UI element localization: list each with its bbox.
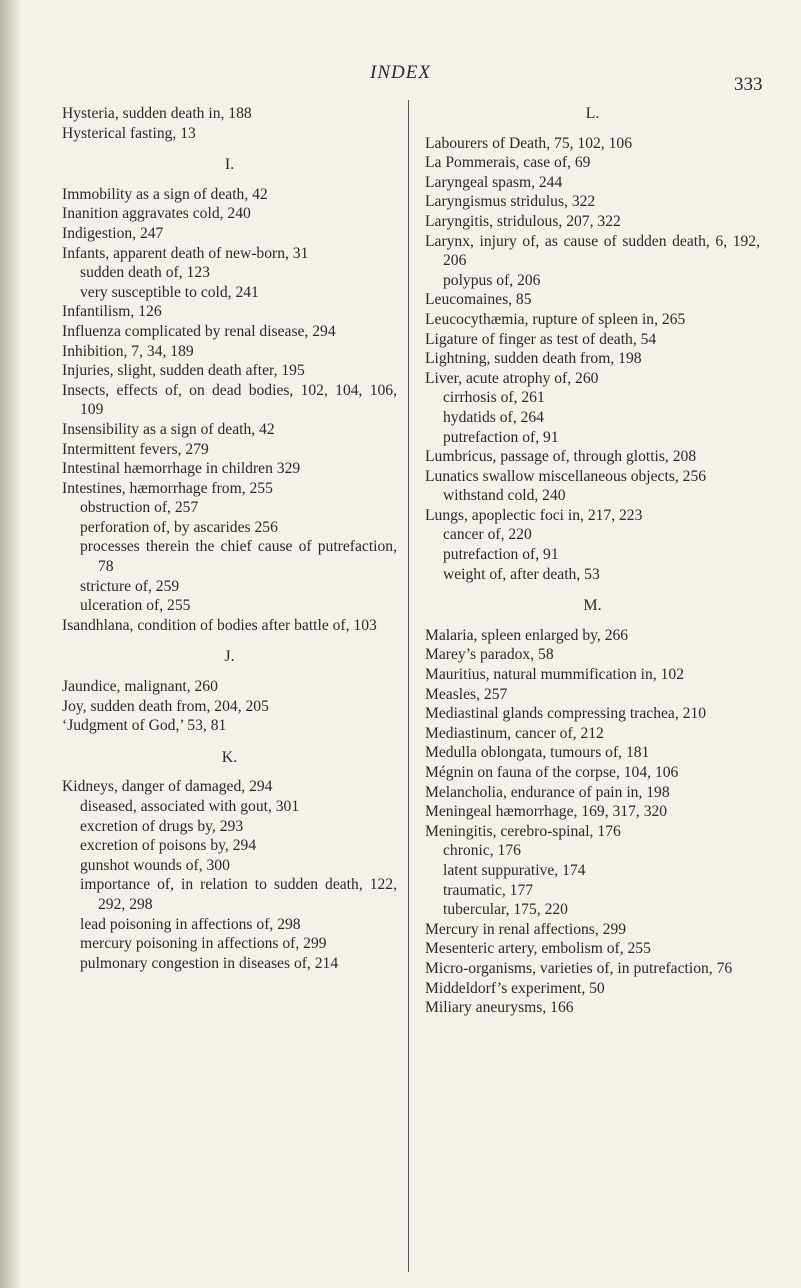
index-entry: Laryngismus stridulus, 322 bbox=[425, 193, 596, 211]
index-entry: Liver, acute atrophy of, 260 bbox=[425, 369, 599, 387]
index-column-left bbox=[62, 104, 397, 973]
index-entry: La Pommerais, case of, 69 bbox=[425, 154, 591, 172]
index-entry: Medulla oblongata, tumours of, 181 bbox=[425, 744, 650, 762]
index-subentry: excretion of poisons by, 294 bbox=[80, 837, 257, 855]
index-entry: Mediastinum, cancer of, 212 bbox=[425, 724, 604, 742]
index-subentry: diseased, associated with gout, 301 bbox=[80, 798, 300, 815]
column-divider bbox=[408, 100, 409, 1272]
index-subentry: latent suppurative, 174 bbox=[443, 861, 586, 879]
index-subentry: very susceptible to cold, 241 bbox=[80, 283, 259, 301]
index-entry: Lunatics swallow miscellaneous objects, 256 bbox=[425, 467, 707, 485]
index-entry: Melancholia, endurance of pain in, 198 bbox=[425, 783, 670, 801]
index-subentry: gunshot wounds of, 300 bbox=[80, 856, 230, 874]
index-subentry: weight of, after death, 53 bbox=[443, 565, 600, 583]
index-subentry: withstand cold, 240 bbox=[443, 487, 566, 505]
index-entry: Immobility as a sign of death, 42 bbox=[62, 185, 268, 203]
index-entry: Ligature of finger as test of death, 54 bbox=[425, 330, 657, 348]
index-entry: Malaria, spleen enlarged by, 266 bbox=[425, 626, 629, 644]
index-entry: Influenza complicated by renal disease, 294 bbox=[62, 322, 336, 340]
index-subentry: processes therein the chief cause of putrefaction, 78 bbox=[80, 538, 397, 576]
index-subentry: tubercular, 175, 220 bbox=[443, 901, 568, 919]
index-entry: Hysterical fasting, 13 bbox=[62, 124, 196, 142]
index-entry: Middeldorf’s experiment, 50 bbox=[425, 979, 605, 997]
index-letter-heading: J. bbox=[224, 648, 235, 666]
index-entry: Leucomaines, 85 bbox=[425, 291, 532, 309]
index-subentry: chronic, 176 bbox=[443, 842, 521, 860]
index-subentry: lead poisoning in affections of, 298 bbox=[80, 915, 301, 933]
running-head bbox=[0, 62, 801, 95]
index-entry: Insensibility as a sign of death, 42 bbox=[62, 420, 275, 438]
index-entry: Inhibition, 7, 34, 189 bbox=[62, 342, 194, 360]
index-entry: Jaundice, malignant, 260 bbox=[62, 678, 218, 696]
index-entry: Measles, 257 bbox=[425, 685, 508, 703]
index-entry: Intestines, hæmorrhage from, 255 bbox=[62, 479, 273, 497]
index-entry: Meningitis, cerebro-spinal, 176 bbox=[425, 822, 621, 840]
index-subentry: traumatic, 177 bbox=[443, 881, 534, 899]
index-subentry: pulmonary congestion in diseases of, 214 bbox=[80, 954, 339, 972]
index-entry: Marey’s paradox, 58 bbox=[425, 646, 554, 664]
index-subentry: putrefaction of, 91 bbox=[443, 546, 559, 564]
index-entry: Mégnin on fauna of the corpse, 104, 106 bbox=[425, 764, 679, 781]
index-entry: Micro-organisms, varieties of, in putrefaction, 76 bbox=[425, 959, 733, 977]
index-entry: Laryngitis, stridulous, 207, 322 bbox=[425, 212, 621, 230]
index-entry: Hysteria, sudden death in, 188 bbox=[62, 105, 252, 122]
index-entry: Mediastinal glands compressing trachea, 210 bbox=[425, 705, 707, 723]
index-letter-heading: I. bbox=[224, 156, 235, 174]
index-entry: Inanition aggravates cold, 240 bbox=[62, 205, 251, 223]
index-subentry: stricture of, 259 bbox=[80, 577, 180, 595]
index-column-right bbox=[425, 104, 760, 1018]
index-entry: Joy, sudden death from, 204, 205 bbox=[62, 697, 269, 715]
index-entry: Injuries, slight, sudden death after, 195 bbox=[62, 362, 305, 380]
index-entry: Isandhlana, condition of bodies after battle of, 103 bbox=[62, 616, 377, 634]
index-entry: Miliary aneurysms, 166 bbox=[425, 999, 574, 1017]
index-subentry: ulceration of, 255 bbox=[80, 597, 191, 615]
index-entry: ‘Judgment of God,’ 53, 81 bbox=[62, 717, 227, 735]
index-entry: Labourers of Death, 75, 102, 106 bbox=[425, 134, 632, 152]
index-subentry: hydatids of, 264 bbox=[443, 408, 544, 426]
index-entry: Lungs, apoplectic foci in, 217, 223 bbox=[425, 506, 643, 524]
index-subentry: obstruction of, 257 bbox=[80, 499, 199, 517]
index-entry: Mauritius, natural mummification in, 102 bbox=[425, 666, 684, 684]
index-entry: Laryngeal spasm, 244 bbox=[425, 173, 563, 191]
index-subentry: putrefaction of, 91 bbox=[443, 428, 559, 446]
index-subentry: excretion of drugs by, 293 bbox=[80, 817, 244, 835]
index-subentry: sudden death of, 123 bbox=[80, 264, 210, 282]
index-entry: Lightning, sudden death from, 198 bbox=[425, 350, 642, 368]
index-entry: Meningeal hæmorrhage, 169, 317, 320 bbox=[425, 803, 668, 821]
index-letter-heading: M. bbox=[583, 597, 602, 615]
page-number: 333 bbox=[734, 74, 763, 95]
index-subentry: cirrhosis of, 261 bbox=[443, 389, 545, 407]
index-subentry: polypus of, 206 bbox=[443, 271, 541, 289]
index-entry: Lumbricus, passage of, through glottis, 208 bbox=[425, 448, 697, 466]
index-entry: Intestinal hæmorrhage in children 329 bbox=[62, 460, 301, 478]
index-entry: Leucocythæmia, rupture of spleen in, 265 bbox=[425, 310, 686, 328]
index-entry: Larynx, injury of, as cause of sudden death, 6, 192, 206 bbox=[425, 232, 760, 270]
index-subentry: mercury poisoning in affections of, 299 bbox=[80, 935, 327, 953]
index-subentry: perforation of, by ascarides 256 bbox=[80, 518, 278, 536]
index-entry: Infants, apparent death of new-born, 31 bbox=[62, 244, 309, 262]
index-entry: Infantilism, 126 bbox=[62, 303, 162, 321]
index-entry: Indigestion, 247 bbox=[62, 224, 164, 242]
index-entry: Mesenteric artery, embolism of, 255 bbox=[425, 940, 651, 958]
index-subentry: cancer of, 220 bbox=[443, 526, 532, 544]
index-entry: Insects, effects of, on dead bodies, 102, 104, 106, 109 bbox=[62, 381, 397, 419]
index-letter-heading: K. bbox=[221, 748, 238, 766]
index-entry: Intermittent fevers, 279 bbox=[62, 440, 209, 458]
index-subentry: importance of, in relation to sudden death, 122, 292, 298 bbox=[80, 876, 397, 913]
running-title: INDEX bbox=[370, 62, 431, 83]
index-entry: Mercury in renal affections, 299 bbox=[425, 920, 627, 938]
index-letter-heading: L. bbox=[585, 105, 600, 122]
index-entry: Kidneys, danger of damaged, 294 bbox=[62, 778, 273, 796]
binding-shadow bbox=[0, 0, 22, 1288]
